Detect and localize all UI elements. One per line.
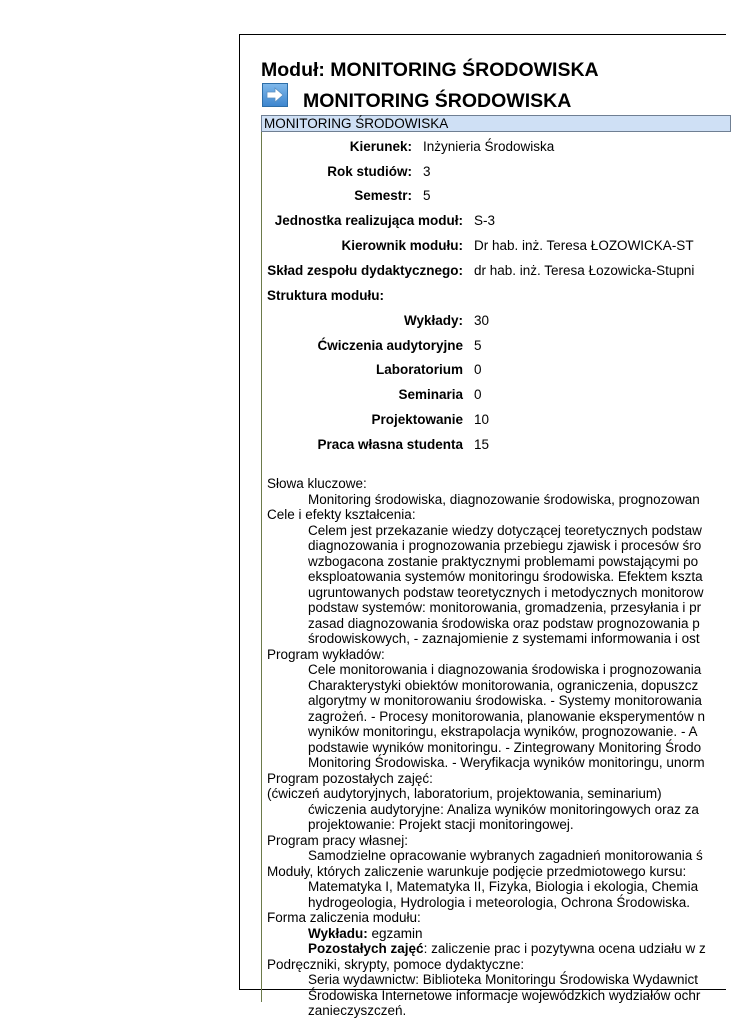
wyklady-line: wyników monitoringu, ekstrapolacja wyników, prognozowanie. - A [308, 724, 698, 739]
podreczniki-line: Seria wydawnictw: Biblioteka Monitoringu Środowiska Wydawnict [308, 972, 699, 987]
structure-value: 10 [474, 412, 490, 427]
wyklady-line: Cele monitorowania i diagnozowania środowiska i prognozowania [308, 662, 702, 677]
wyklady-heading: Program wykładów: [267, 646, 385, 662]
jednostka-label: Jednostka realizująca moduł: [274, 213, 463, 228]
structure-label: Ćwiczenia audytoryjne [317, 338, 463, 353]
cele-line: Celem jest przekazanie wiedzy dotyczącej teoretycznych podstaw [308, 522, 702, 538]
struktura-label: Struktura modułu: [267, 288, 384, 303]
cele-line: eksploatowania systemów monitoringu środowiska. Efektem kszta [308, 569, 703, 584]
pozostale-sub: (ćwiczeń audytoryjnych, laboratorium, projektowania, seminarium) [267, 786, 662, 801]
podreczniki-line: zanieczyszczeń. [308, 1003, 407, 1018]
structure-value: 30 [474, 313, 490, 328]
pozostale-line: projektowanie: Projekt stacji monitoringowej. [308, 817, 574, 832]
praca-heading: Program pracy własnej: [267, 832, 409, 848]
structure-value: 0 [474, 387, 482, 402]
wyklady-line: podstawie wyników monitoringu. - Zintegrowany Monitoring Środo [308, 739, 702, 755]
document-page [239, 34, 726, 1018]
page-title: Moduł: MONITORING ŚRODOWISKA [261, 59, 599, 81]
module-subtitle: MONITORING ŚRODOWISKA [303, 90, 572, 112]
podreczniki-line: Środowiska Internetowe informacje wojewódzkich wydziałów ochr [308, 987, 701, 1003]
forma-heading: Forma zaliczenia modułu: [267, 910, 421, 925]
forma-pozostale [267, 941, 706, 957]
structure-label: Wykłady: [403, 313, 463, 328]
structure-label: Seminaria [398, 387, 463, 402]
cele-line: podstaw systemów: monitorowania, gromadzenia, przesyłania i pr [308, 600, 702, 615]
kierunek-label: Kierunek: [349, 139, 412, 154]
description-block [267, 476, 706, 1019]
cele-line: środowiskowych, - zaznajomienie z systemami informowania i ost [308, 631, 700, 646]
forma-pozostale-value: : zaliczenie prac i pozytywna ocena udziału w z [423, 941, 706, 956]
wyklady-line: algorytmy w monitorowaniu środowiska. - Systemy monitorowania [308, 693, 702, 708]
sklad-value: dr hab. inż. Teresa Łozowicka-Stupni [474, 263, 695, 278]
cele-line: zasad diagnozowania środowiska oraz podstaw prognozowania p [308, 615, 700, 631]
forma-pozostale-label: Pozostałych zajęć [308, 941, 424, 956]
rok-value: 3 [423, 164, 431, 179]
wyklady-line: Charakterystyki obiektów monitorowania, ograniczenia, dopuszcz [308, 677, 699, 693]
cele-line: wzbogacona zostanie praktycznymi problemami powstającymi po [308, 553, 699, 569]
semestr-value: 5 [423, 188, 431, 203]
sklad-label: Skład zespołu dydaktycznego: [267, 263, 463, 278]
slowa-text: Monitoring środowiska, diagnozowanie środowiska, prognozowan [308, 491, 700, 507]
wyklady-line: Monitoring Środowiska. - Weryfikacja wyników monitoringu, unorm [308, 755, 705, 770]
structure-value: 5 [474, 338, 482, 353]
forma-wyklad-label: Wykładu: [308, 925, 368, 941]
forma-wyklad [267, 926, 706, 942]
kierownik-label: Kierownik modułu: [341, 238, 463, 253]
arrow-right-icon[interactable] [262, 83, 288, 107]
structure-label: Praca własna studenta [317, 437, 463, 452]
moduly-line: Matematyka I, Matematyka II, Fizyka, Biologia i ekologia, Chemia [308, 879, 699, 894]
structure-label: Projektowanie [371, 412, 463, 427]
cele-heading: Cele i efekty kształcenia: [267, 507, 416, 522]
praca-text: Samodzielne opracowanie wybranych zagadnień monitorowania ś [308, 848, 703, 863]
cele-line: ugruntowanych podstaw teoretycznych i metodycznych monitorow [308, 584, 704, 600]
slowa-heading: Słowa kluczowe: [267, 476, 367, 491]
wyklady-line: zagrożeń. - Procesy monitorowania, planowanie eksperymentów n [308, 708, 705, 724]
structure-label: Laboratorium [375, 362, 463, 377]
pozostale-heading: Program pozostałych zajęć: [267, 770, 433, 786]
structure-value: 0 [474, 362, 482, 377]
moduly-heading: Moduły, których zaliczenie warunkuje podjęcie przedmiotowego kursu: [267, 863, 687, 879]
rok-label: Rok studiów: [327, 164, 412, 179]
podreczniki-heading: Podręczniki, skrypty, pomoce dydaktyczne: [267, 956, 525, 972]
cele-line: diagnozowania i prognozowania przebiegu zjawisk i procesów śro [308, 538, 702, 553]
semestr-label: Semestr: [354, 188, 412, 203]
kierunek-value: Inżynieria Środowiska [423, 139, 555, 154]
pozostale-line: ćwiczenia audytoryjne: Analiza wyników monitoringowych oraz za [308, 801, 699, 817]
kierownik-value: Dr hab. inż. Teresa ŁOZOWICKA-ST [474, 238, 694, 253]
moduly-line: hydrogeologia, Hydrologia i meteorologia, Ochrona Środowiska. [308, 894, 690, 910]
structure-value: 15 [474, 437, 490, 452]
forma-wyklad-value: egzamin [367, 925, 423, 941]
module-header-bar: MONITORING ŚRODOWISKA [261, 115, 731, 132]
jednostka-value: S-3 [474, 213, 496, 228]
